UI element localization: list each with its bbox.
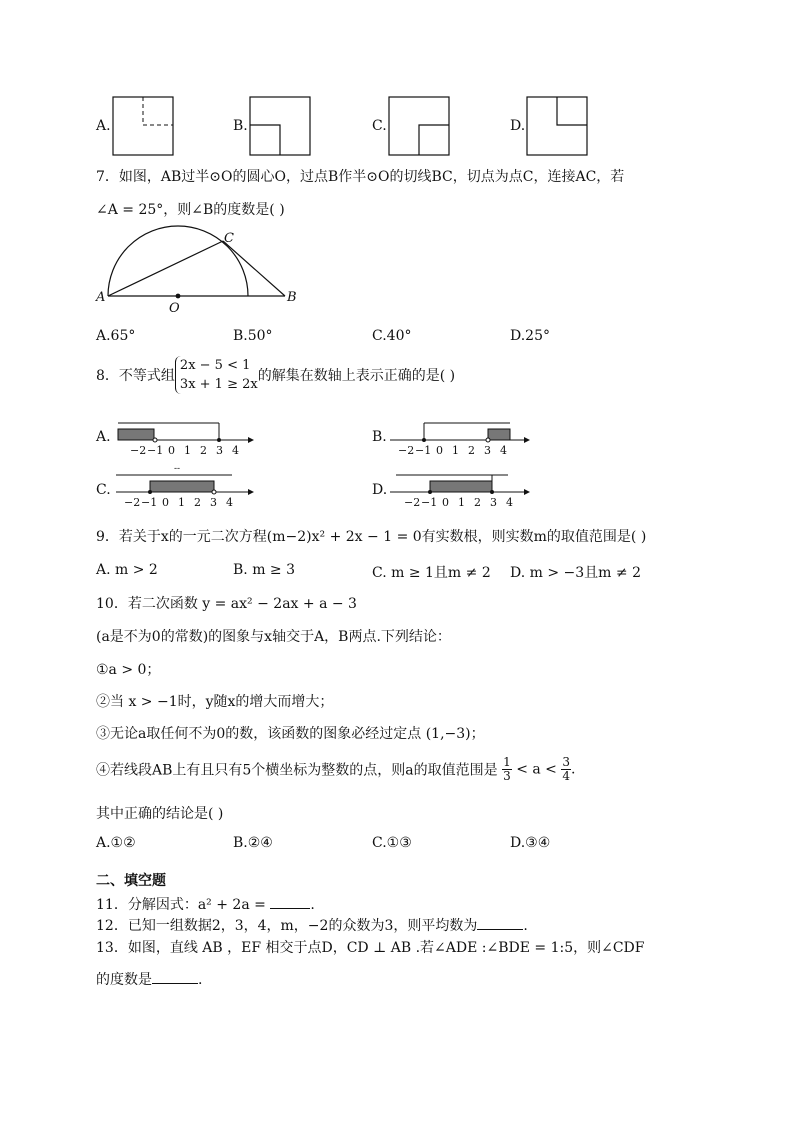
q12 (96, 915, 528, 935)
q8a-tick-3: 3 (216, 444, 223, 457)
q11-expr: a² + 2a = (197, 897, 266, 913)
q7-line2: ∠A = 25°，则∠B的度数是( ) (96, 202, 285, 218)
q8d-tick-2: 2 (474, 496, 481, 509)
q10-conclusion-2: ②当 x > −1时，y随x的增大而增大； (96, 694, 334, 710)
q7-label-o: O (169, 301, 180, 316)
q6-option-b[interactable] (233, 118, 248, 134)
q6-option-d[interactable] (510, 118, 525, 134)
section-title-fill-blank: 二、填空题 (96, 873, 166, 889)
q10-conclusion-3: ③无论a取任何不为0的数，该函数的图象必经过定点 (1,−3)； (96, 726, 485, 742)
q8-option-c-label[interactable]: C. (96, 482, 111, 498)
q10-line1: 10．若二次函数 y = ax² − 2ax + a − 3 (96, 596, 357, 612)
q8d-tick-m2: −2 (404, 496, 421, 509)
q8-option-a-label[interactable]: A. (96, 429, 111, 445)
q8-ineq-2: 3x + 1 ≥ 2x (179, 377, 258, 392)
q8-suffix: 的解集在数轴上表示正确的是( ) (257, 368, 456, 384)
q10-conclusion-1: ①a > 0； (96, 662, 161, 678)
q8a-tick-m2: −2 (130, 444, 147, 457)
q8c-tick-4: 4 (226, 496, 233, 509)
q8-inequality-system (175, 356, 258, 394)
q8-numberline-d (386, 463, 531, 509)
q8-numberline-c (110, 463, 255, 509)
q7-label-b: B (287, 290, 297, 305)
q10-question: 其中正确的结论是( ) (96, 806, 224, 822)
q8b-tick-4: 4 (500, 444, 507, 457)
q13-line2 (96, 969, 202, 989)
q6-option-a[interactable] (96, 118, 111, 134)
q9-option-c[interactable]: C. m ≥ 1且m ≠ 2 (372, 565, 491, 581)
q10-conclusion-4 (96, 756, 575, 783)
q10-c4-mid: < a < (516, 761, 557, 778)
q12-end: . (523, 918, 528, 934)
q8c-tick-1: 1 (178, 496, 185, 509)
q8b-tick-3: 3 (484, 444, 491, 457)
q8a-tick-0: 0 (168, 444, 175, 457)
q8-option-d-label[interactable]: D. (372, 482, 388, 498)
q10-c4-frac2-den: 4 (562, 769, 571, 783)
q6-option-a-label: A. (96, 118, 111, 134)
q10-c4-frac2-num: 3 (562, 755, 571, 769)
q9-option-d[interactable]: D. m > −3且m ≠ 2 (510, 565, 641, 581)
q7-option-b[interactable]: B.50° (233, 328, 273, 344)
q8-numberline-a (110, 418, 255, 458)
q6-figure-b (249, 96, 311, 156)
q8b-tick-0: 0 (436, 444, 443, 457)
q10-c4-frac1-num: 1 (503, 755, 511, 769)
q8b-tick-1: 1 (452, 444, 459, 457)
q6-option-c[interactable] (372, 118, 387, 134)
q8c-tick-0: 0 (162, 496, 169, 509)
q8-numberline-b (386, 418, 531, 458)
q10-c4-prefix: ④若线段AB上有且只有5个横坐标为整数的点，则a的取值范围是 (96, 762, 498, 779)
q8b-tick-m1: −1 (415, 444, 432, 457)
q8c-tick-2: 2 (194, 496, 201, 509)
q11-prefix: 11．分解因式： (96, 897, 198, 913)
q13-end: . (198, 972, 203, 988)
q8c-tick-m2: −2 (124, 496, 141, 509)
q7-line1: 7．如图，AB过半⊙O的圆心O，过点B作半⊙O的切线BC，切点为点C，连接AC，若 (96, 169, 625, 185)
q8b-tick-m2: −2 (398, 444, 415, 457)
q7-option-c[interactable]: C.40° (372, 328, 412, 344)
q6-figure-a (112, 96, 174, 156)
q8-ineq-1: 2x − 5 < 1 (179, 358, 251, 373)
q10-option-a[interactable]: A.①② (96, 835, 136, 851)
q8a-tick-4: 4 (232, 444, 239, 457)
q6-option-d-label: D. (510, 118, 526, 134)
q8a-tick-1: 1 (184, 444, 191, 457)
q9-option-a[interactable]: A. m > 2 (96, 562, 158, 578)
q8-stem (96, 356, 455, 394)
q6-option-b-label: B. (233, 118, 248, 134)
q9-stem: 9．若关于x的一元二次方程(m−2)x² + 2x − 1 = 0有实数根，则实数m的取值范围是( ) (96, 529, 647, 545)
q8a-tick-2: 2 (200, 444, 207, 457)
q11-answer-blank[interactable] (270, 896, 310, 909)
q10-c4-frac1-den: 3 (503, 769, 511, 783)
q6-figure-d (526, 96, 588, 156)
q8c-tick-3: 3 (210, 496, 217, 509)
q8d-tick-3: 3 (490, 496, 497, 509)
q12-text: 12．已知一组数据2，3，4，m，−2的众数为3，则平均数为 (96, 918, 478, 934)
q8d-tick-m1: −1 (421, 496, 438, 509)
q12-answer-blank[interactable] (477, 917, 523, 930)
q6-figure-c (388, 96, 450, 156)
q8-option-b-label[interactable]: B. (372, 429, 387, 445)
q8b-tick-2: 2 (468, 444, 475, 457)
q11 (96, 894, 315, 914)
q10-c4-end: . (571, 761, 576, 778)
q10-c4-fraction-1 (502, 756, 512, 783)
q6-option-c-label: C. (372, 118, 387, 134)
q7-figure (96, 226, 306, 316)
q13-line2-text: 的度数是 (96, 972, 152, 988)
q8c-tick-m1: −1 (141, 496, 158, 509)
q11-end: . (310, 897, 315, 913)
q9-option-b[interactable]: B. m ≥ 3 (233, 562, 296, 578)
q7-option-a[interactable]: A.65° (96, 328, 136, 344)
q10-option-c[interactable]: C.①③ (372, 835, 412, 851)
q8d-tick-4: 4 (506, 496, 513, 509)
q7-option-d[interactable]: D.25° (510, 328, 550, 344)
q8-prefix: 8．不等式组 (96, 368, 175, 384)
q13-line1: 13．如图，直线 AB ，EF 相交于点D，CD ⊥ AB .若∠ADE :∠BDE = 1:5，则∠CDF (96, 940, 645, 956)
q7-label-a: A (96, 290, 106, 305)
q8d-tick-0: 0 (442, 496, 449, 509)
q7-label-c: C (224, 231, 234, 246)
q10-c4-fraction-2 (561, 756, 571, 783)
q10-line2: (a是不为0的常数)的图象与x轴交于A，B两点.下列结论： (96, 629, 451, 645)
q8a-tick-m1: −1 (147, 444, 164, 457)
q10-option-d[interactable]: D.③④ (510, 835, 551, 851)
q8-stray-mark: -- (174, 464, 181, 474)
q10-option-b[interactable]: B.②④ (233, 835, 273, 851)
q13-answer-blank[interactable] (152, 971, 198, 984)
q8d-tick-1: 1 (458, 496, 465, 509)
